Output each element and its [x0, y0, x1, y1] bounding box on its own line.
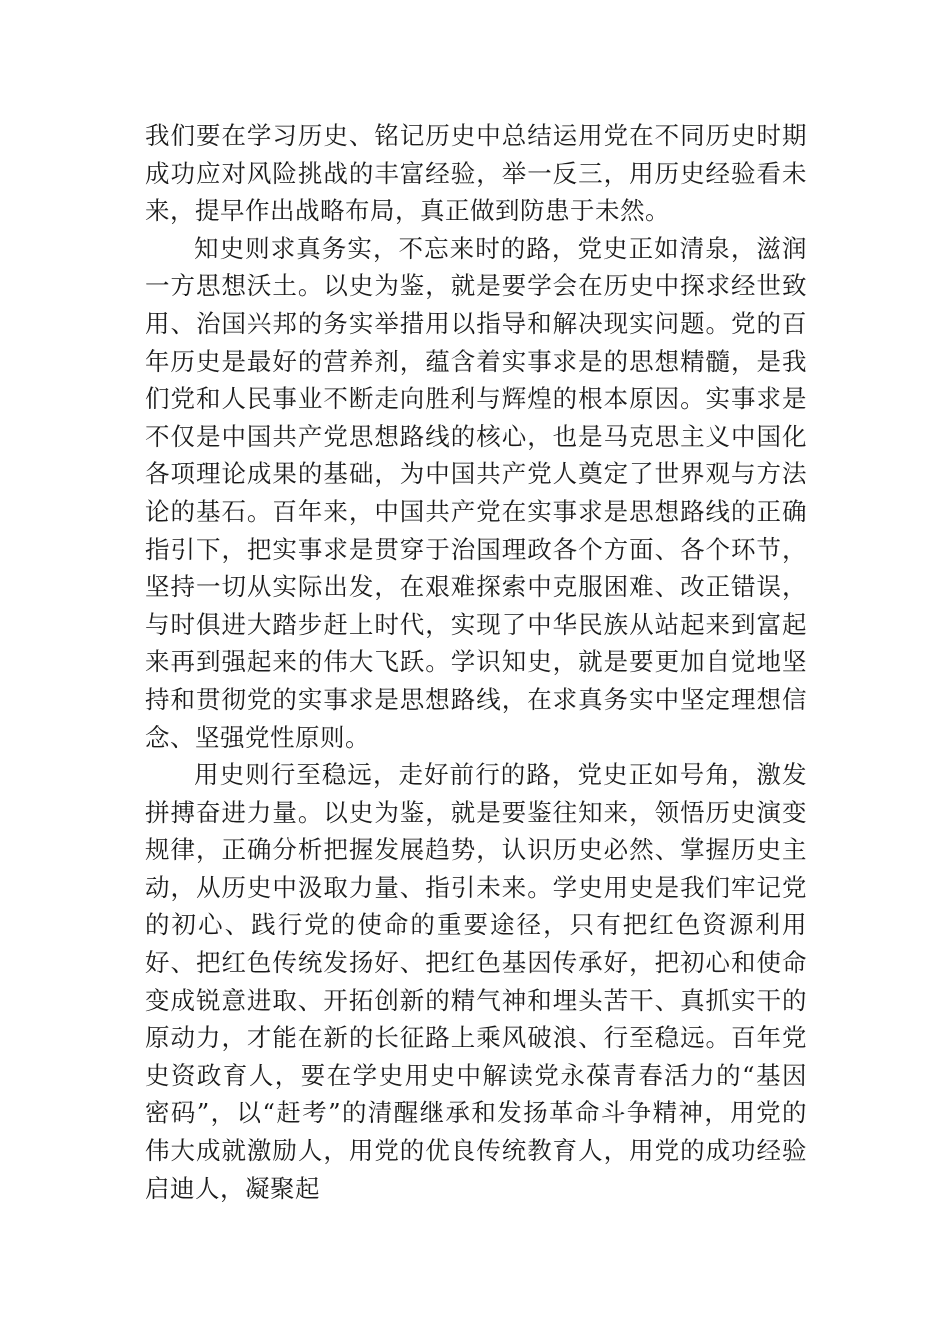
- paragraph-1: 我们要在学习历史、铭记历史中总结运用党在不同历史时期成功应对风险挑战的丰富经验，举一反三，用历史经验看未来，提早作出战略布局，真正做到防患于未然。: [145, 121, 807, 226]
- paragraph-2: 知史则求真务实，不忘来时的路，党史正如清泉，滋润一方思想沃土。以史为鉴，就是要学会在历史中探求经世致用、治国兴邦的务实举措用以指导和解决现实问题。党的百年历史是最好的营养剂，蕴含着实事求是的思想精髓，是我们党和人民事业不断走向胜利与辉煌的根本原因。实事求是不仅是中国共产党思想路线的核心，也是马克思主义中国化各项理论成果的基础，为中国共产党人奠定了世界观与方法论的基石。百年来，中国共产党在实事求是思想路线的正确指引下，把实事求是贯穿于治国理政各个方面、各个环节，坚持一切从实际出发，在艰难探索中克服困难、改正错误，与时俱进大踏步赶上时代，实现了中华民族从站起来到富起来再到强起来的伟大飞跃。学识知史，就是要更加自觉地坚持和贯彻党的实事求是思想路线，在求真务实中坚定理想信念、坚强党性原则。: [145, 233, 807, 752]
- document-page: [145, 117, 807, 1207]
- paragraph-3: 用史则行至稳远，走好前行的路，党史正如号角，激发拼搏奋进力量。以史为鉴，就是要鉴往知来，领悟历史演变规律，正确分析把握发展趋势，认识历史必然、掌握历史主动，从历史中汲取力量、指引未来。学史用史是我们牢记党的初心、践行党的使命的重要途径，只有把红色资源利用好、把红色传统发扬好、把红色基因传承好，把初心和使命变成锐意进取、开拓创新的精气神和埋头苦干、真抓实干的原动力，才能在新的长征路上乘风破浪、行至稳远。百年党史资政育人，要在学史用史中解读党永葆青春活力的“基因密码”，以“赶考”的清醒继承和发扬革命斗争精神，用党的伟大成就激励人，用党的优良传统教育人，用党的成功经验启迪人，凝聚起: [145, 760, 807, 1203]
